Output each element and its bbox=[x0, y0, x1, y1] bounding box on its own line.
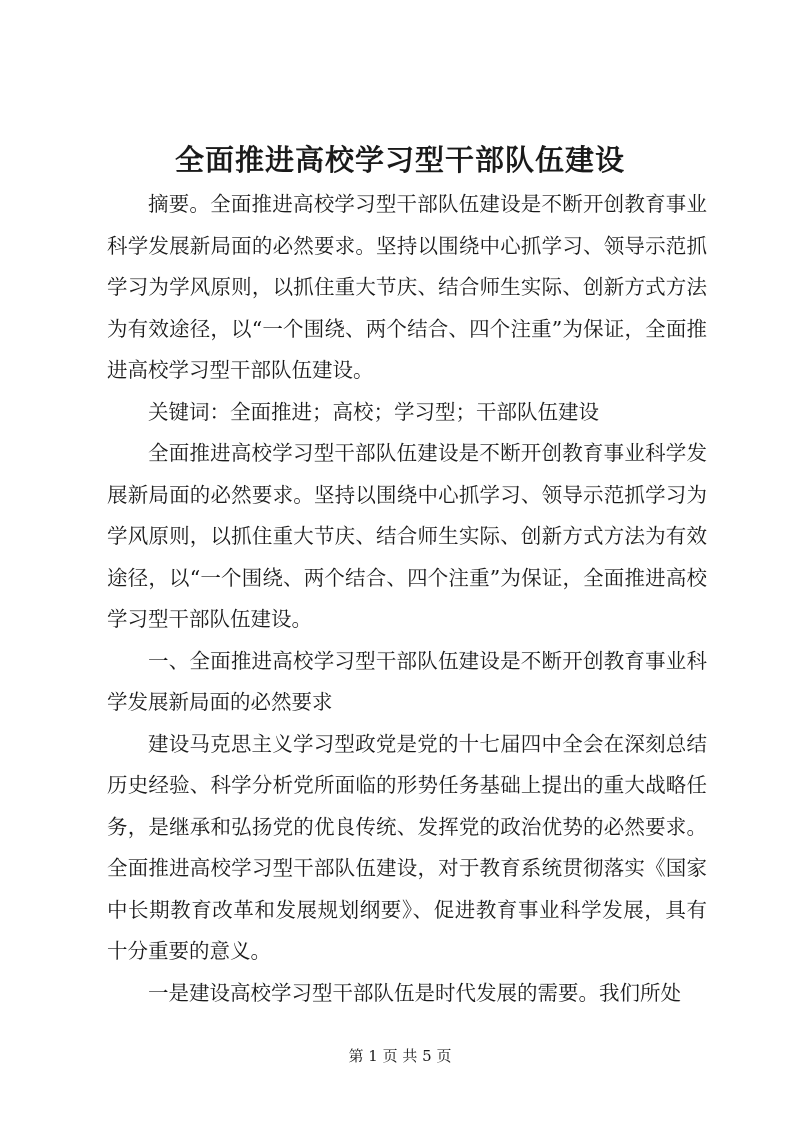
body-paragraph: 一是建设高校学习型干部队伍是时代发展的需要。我们所处 bbox=[148, 980, 681, 1005]
body-paragraph: 建设马克思主义学习型政党是党的十七届四中全会在深刻总结历史经验、科学分析党所面临的形势任务基础上提出的重大战略任务，是继承和弘扬党的优良传统、发挥党的政治优势的必然要求。全面推进高校学习型干部队伍建设，对于教育系统贯彻落实《国家中长期教育改革和发展规划纲要》、促进教育事业科学发展，具有十分重要的意义。 bbox=[107, 731, 707, 963]
abstract-paragraph: 摘要。全面推进高校学习型干部队伍建设是不断开创教育事业科学发展新局面的必然要求。坚持以围绕中心抓学习、领导示范抓学习为学风原则，以抓住重大节庆、结合师生实际、创新方式方法为有效途径，以“一个围绕、两个结合、四个注重”为保证，全面推进高校学习型干部队伍建设。 bbox=[107, 192, 707, 382]
document-body bbox=[107, 184, 707, 1014]
document-title: 全面推进高校学习型干部队伍建设 bbox=[174, 143, 625, 177]
page-footer: 第 1 页 共 5 页 bbox=[348, 1047, 452, 1065]
keywords-paragraph: 关键词：全面推进；高校；学习型；干部队伍建设 bbox=[148, 399, 599, 424]
section-heading-1: 一、全面推进高校学习型干部队伍建设是不断开创教育事业科学发展新局面的必然要求 bbox=[107, 648, 707, 714]
intro-paragraph: 全面推进高校学习型干部队伍建设是不断开创教育事业科学发展新局面的必然要求。坚持以围绕中心抓学习、领导示范抓学习为学风原则，以抓住重大节庆、结合师生实际、创新方式方法为有效途径，以“一个围绕、两个结合、四个注重”为保证，全面推进高校学习型干部队伍建设。 bbox=[107, 441, 707, 631]
